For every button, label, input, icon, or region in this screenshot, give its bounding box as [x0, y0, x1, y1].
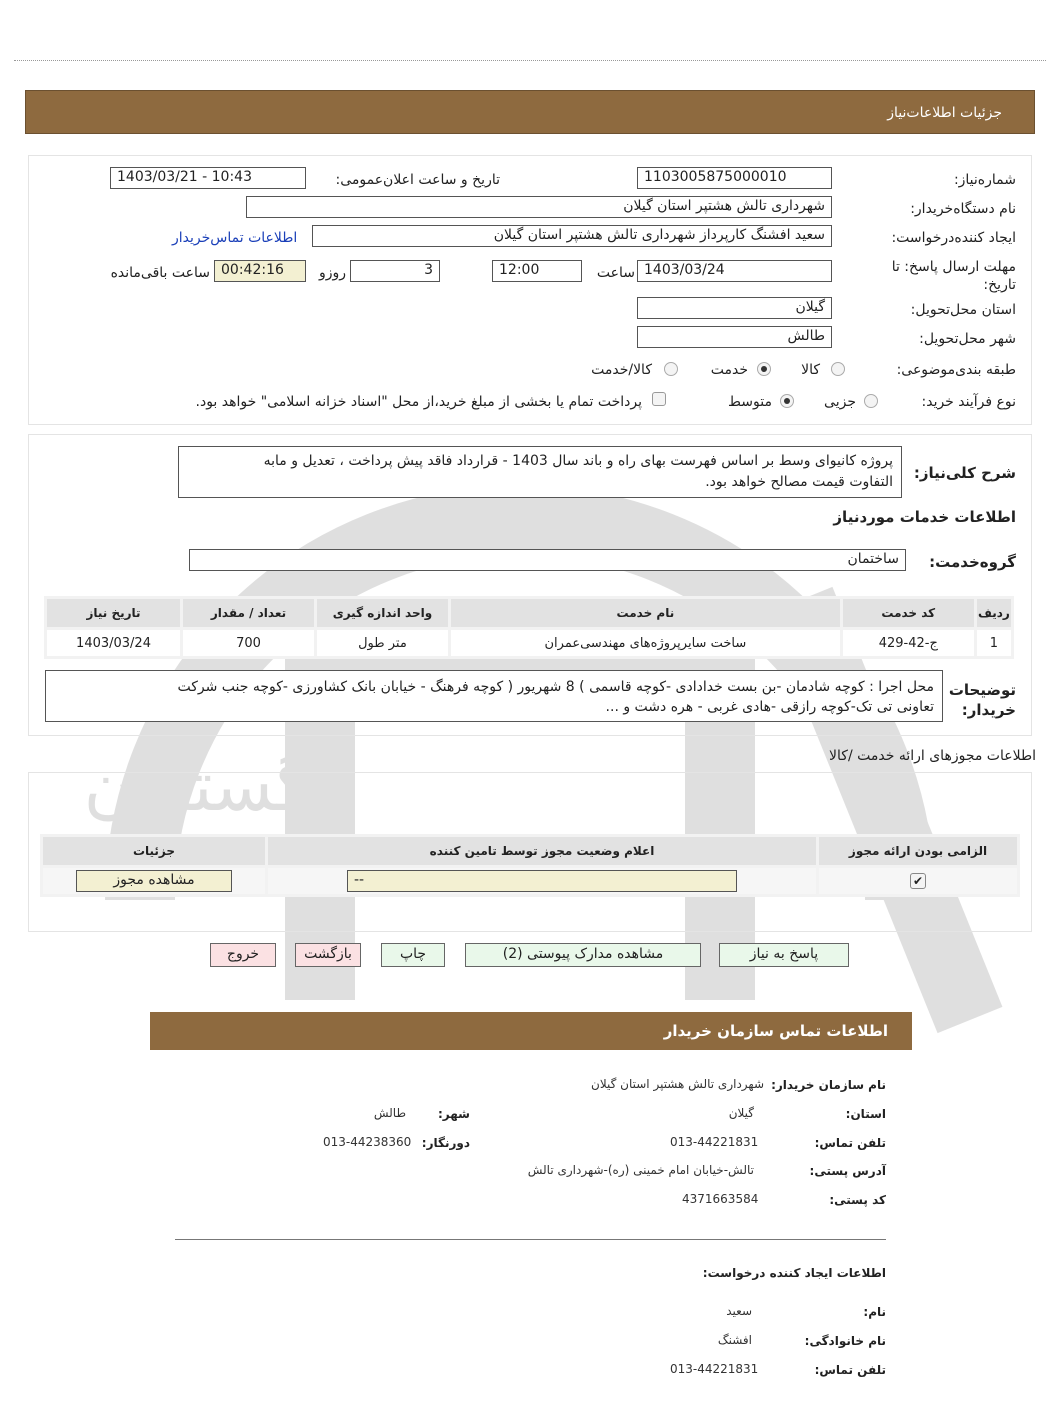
- city-field: طالش: [637, 326, 832, 348]
- contact-province-value: گیلان: [728, 1106, 754, 1120]
- category-radio-goods[interactable]: [831, 362, 845, 376]
- contact-fax-label: دورنگار:: [421, 1136, 470, 1150]
- services-table-header: [47, 599, 1011, 627]
- creator-title: اطلاعات ایجاد کننده درخواست:: [702, 1266, 886, 1280]
- permits-table-wrap: [40, 834, 1020, 897]
- need-number-field: 1103005875000010: [637, 167, 832, 189]
- province-label: استان محل‌تحویل:: [910, 302, 1016, 318]
- contact-divider: [175, 1239, 886, 1240]
- contact-title: اطلاعات تماس سازمان خریدار: [663, 1022, 888, 1040]
- watermark-text: گستران: [83, 745, 310, 827]
- table-row: [47, 630, 1011, 656]
- creator-name-value: سعید: [726, 1304, 752, 1318]
- contact-postal-value: 4371663584: [682, 1192, 759, 1206]
- col-permit-details: جزئیات: [43, 837, 265, 865]
- deadline-days-label: روزو: [318, 265, 346, 281]
- exit-button[interactable]: خروج: [210, 943, 276, 967]
- category-goods-service-label: کالا/خدمت: [591, 362, 652, 378]
- permits-table: [40, 834, 1020, 897]
- table-row: [43, 868, 1017, 894]
- description-label: شرح کلی‌نیاز:: [913, 464, 1016, 482]
- buyer-contact-link[interactable]: اطلاعات تماس‌خریدار: [172, 230, 298, 246]
- creator-family-value: افشنگ: [717, 1333, 752, 1347]
- cell-qty: 700: [183, 630, 314, 656]
- buyer-notes-line-1: محل اجرا : کوچه شادمان -بن بست خدادادی -کوچه قاسمی ) 8 شهریور ( کوچه فرهنگ - خیابان بانک کشاورزی -کوچه جنب شرکت: [177, 679, 934, 695]
- contact-phone-label: تلفن تماس:: [814, 1136, 886, 1150]
- page-title: جزئیات اطلاعات‌نیاز: [887, 105, 1002, 121]
- back-button[interactable]: بازگشت: [295, 943, 361, 967]
- col-qty: تعداد / مقدار: [183, 599, 314, 627]
- deadline-time-label: ساعت: [596, 265, 635, 281]
- description-line-2: التفاوت قیمت مصالح خواهد بود.: [705, 474, 893, 490]
- contact-city-label: شهر:: [438, 1107, 470, 1121]
- col-row: ردیف: [977, 599, 1011, 627]
- services-table-wrap: [44, 596, 1014, 659]
- deadline-label: مهلت ارسال پاسخ: تا تاریخ:: [891, 259, 1016, 293]
- cell-code: ج-42-429: [843, 630, 974, 656]
- deadline-days-field: 3: [350, 260, 440, 282]
- view-permit-button[interactable]: مشاهده مجوز: [76, 870, 232, 892]
- col-unit: واحد اندازه گیری: [317, 599, 448, 627]
- cell-permit-details: [43, 868, 265, 894]
- creator-name-label: نام:: [863, 1305, 886, 1319]
- buyer-notes-label: توضیحات خریدار:: [948, 681, 1016, 719]
- remaining-time-label: ساعت باقی‌مانده: [110, 265, 210, 281]
- cell-date: 1403/03/24: [47, 630, 180, 656]
- buyer-org-field: شهرداری تالش هشتپر استان گیلان: [246, 196, 832, 218]
- province-field: گیلان: [637, 297, 832, 319]
- category-service-label: خدمت: [710, 362, 748, 378]
- services-table: [44, 596, 1014, 659]
- col-permit-status: اعلام وضعیت مجوز توسط تامین کننده: [268, 837, 816, 865]
- remaining-time-field: 00:42:16: [214, 260, 306, 282]
- contact-province-label: استان:: [845, 1107, 886, 1121]
- services-title: اطلاعات خدمات موردنیاز: [833, 508, 1016, 526]
- contact-org-label: نام سازمان خریدار:: [771, 1078, 886, 1092]
- creator-family-label: نام خانوادگی:: [804, 1334, 886, 1348]
- col-date: تاریخ نیاز: [47, 599, 180, 627]
- category-label: طبقه بندی‌موضوعی:: [896, 362, 1016, 378]
- category-goods-label: کالا: [801, 362, 820, 378]
- creator-phone-value: 013-44221831: [670, 1362, 759, 1376]
- process-medium-label: متوسط: [728, 394, 772, 410]
- contact-city-value: طالش: [373, 1106, 406, 1120]
- description-line-1: پروژه کانیوای وسط بر اساس فهرست بهای راه و باند سال 1403 - قرارداد فاقد پیش پرداخت ، تعدیل و مابه: [263, 453, 893, 469]
- treasury-payment-note: پرداخت تمام یا بخشی از مبلغ خرید،از محل "اسناد خزانه اسلامی" خواهد بود.: [195, 394, 642, 410]
- permits-title: اطلاعات مجوزهای ارائه خدمت /کالا: [829, 748, 1036, 764]
- cell-name: ساخت سایرپروژه‌های مهندسی‌عمران: [451, 630, 840, 656]
- process-minor-label: جزیی: [824, 394, 856, 410]
- contact-postal-label: کد پستی:: [829, 1193, 886, 1207]
- description-field: [178, 446, 902, 498]
- contact-address-label: آدرس پستی:: [809, 1164, 886, 1178]
- col-name: نام خدمت: [451, 599, 840, 627]
- process-label: نوع فرآیند خرید:: [921, 394, 1016, 410]
- reply-button[interactable]: پاسخ به نیاز: [719, 943, 849, 967]
- category-radio-service[interactable]: [757, 362, 771, 376]
- print-button[interactable]: چاپ: [381, 943, 445, 967]
- category-radio-goods-service[interactable]: [664, 362, 678, 376]
- view-attachments-button[interactable]: مشاهده مدارک پیوستی (2): [465, 943, 701, 967]
- service-group-field: ساختمان: [189, 549, 906, 571]
- top-divider: [14, 60, 1046, 61]
- requester-field: سعید افشنگ کارپرداز شهرداری تالش هشتپر استان گیلان: [312, 225, 832, 247]
- cell-permit-required: [819, 868, 1017, 894]
- contact-address-value: تالش-خیابان امام خمینی (ره)-شهرداری تالش: [527, 1163, 754, 1177]
- need-number-label: شماره‌نیاز:: [953, 172, 1016, 188]
- permit-status-field[interactable]: --: [347, 870, 737, 892]
- buyer-notes-line-2: تعاونی تی تک-کوچه رازقی -هادی غربی - هره دشت و ...: [605, 699, 934, 715]
- announce-datetime-field: 1403/03/21 - 10:43: [110, 167, 306, 189]
- contact-header: [150, 1012, 912, 1050]
- contact-org-value: شهرداری تالش هشتپر استان گیلان: [591, 1077, 764, 1091]
- deadline-date-field: 1403/03/24: [637, 260, 832, 282]
- process-radio-minor[interactable]: [864, 394, 878, 408]
- permit-required-checkbox[interactable]: ✔: [910, 873, 926, 889]
- page-header: [25, 90, 1035, 134]
- cell-permit-status: [268, 868, 816, 894]
- city-label: شهر محل‌تحویل:: [919, 331, 1016, 347]
- process-radio-medium[interactable]: [780, 394, 794, 408]
- cell-unit: متر طول: [317, 630, 448, 656]
- treasury-payment-checkbox[interactable]: [652, 392, 666, 406]
- cell-row: 1: [977, 630, 1011, 656]
- col-permit-required: الزامی بودن ارائه مجوز: [819, 837, 1017, 865]
- buyer-notes-field: [45, 670, 943, 722]
- requester-label: ایجاد کننده‌درخواست:: [891, 230, 1016, 246]
- announce-datetime-label: تاریخ و ساعت اعلان‌عمومی:: [335, 172, 500, 188]
- contact-phone-value: 013-44221831: [670, 1135, 759, 1149]
- contact-fax-value: 013-44238360: [323, 1135, 412, 1149]
- service-group-label: گروه‌خدمت:: [929, 553, 1016, 571]
- permits-table-header: [43, 837, 1017, 865]
- deadline-time-field: 12:00: [492, 260, 582, 282]
- buyer-org-label: نام دستگاه‌خریدار:: [910, 201, 1016, 217]
- col-code: کد خدمت: [843, 599, 974, 627]
- creator-phone-label: تلفن تماس:: [814, 1363, 886, 1377]
